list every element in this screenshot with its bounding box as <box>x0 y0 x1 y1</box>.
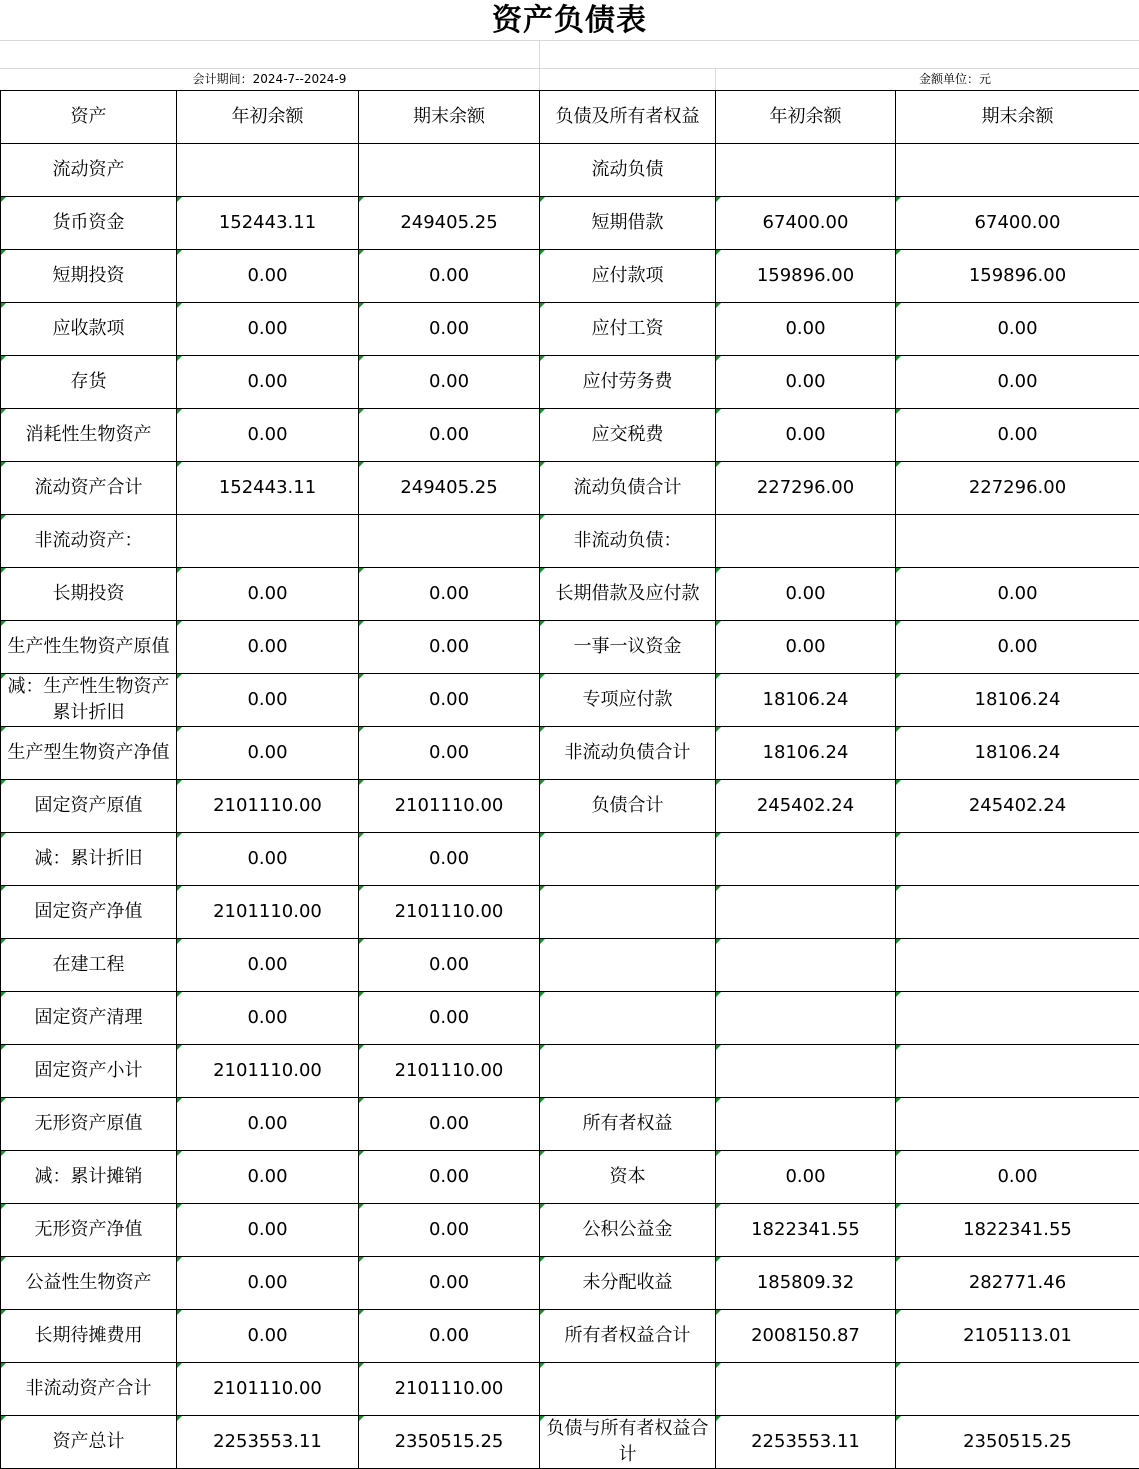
table-cell[interactable] <box>177 515 359 568</box>
table-cell[interactable]: 流动资产 <box>1 144 177 197</box>
table-cell[interactable]: 0.00 <box>177 303 359 356</box>
table-cell[interactable]: 消耗性生物资产 <box>1 409 177 462</box>
table-cell[interactable] <box>540 1045 716 1098</box>
table-cell[interactable]: 0.00 <box>716 568 896 621</box>
table-cell[interactable]: 0.00 <box>359 1310 540 1363</box>
table-cell[interactable]: 0.00 <box>716 1151 896 1204</box>
table-cell[interactable]: 生产型生物资产净值 <box>1 727 177 780</box>
table-cell[interactable]: 应收款项 <box>1 303 177 356</box>
table-cell[interactable]: 减：累计摊销 <box>1 1151 177 1204</box>
table-cell[interactable]: 0.00 <box>177 1310 359 1363</box>
table-cell[interactable]: 生产性生物资产原值 <box>1 621 177 674</box>
table-cell[interactable] <box>896 1098 1139 1151</box>
table-cell[interactable] <box>540 1363 716 1416</box>
table-cell[interactable] <box>896 144 1139 197</box>
table-cell[interactable] <box>716 1045 896 1098</box>
table-cell[interactable]: 长期待摊费用 <box>1 1310 177 1363</box>
table-cell[interactable]: 159896.00 <box>896 250 1139 303</box>
table-cell[interactable]: 流动资产合计 <box>1 462 177 515</box>
table-cell[interactable]: 0.00 <box>177 727 359 780</box>
table-cell[interactable]: 非流动负债合计 <box>540 727 716 780</box>
header-cell[interactable]: 期末余额 <box>896 91 1139 144</box>
table-cell[interactable] <box>540 992 716 1045</box>
table-cell[interactable]: 在建工程 <box>1 939 177 992</box>
table-cell[interactable]: 227296.00 <box>896 462 1139 515</box>
table-row <box>1 621 1139 674</box>
table-row <box>1 780 1139 833</box>
table-cell[interactable]: 0.00 <box>177 1098 359 1151</box>
table-cell[interactable]: 短期投资 <box>1 250 177 303</box>
table-cell[interactable]: 67400.00 <box>896 197 1139 250</box>
table-cell[interactable]: 152443.11 <box>177 197 359 250</box>
table-cell[interactable]: 0.00 <box>896 303 1139 356</box>
table-cell[interactable]: 减：生产性生物资产累计折旧 <box>1 674 177 727</box>
table-cell[interactable] <box>896 992 1139 1045</box>
table-cell[interactable]: 67400.00 <box>716 197 896 250</box>
table-cell[interactable]: 245402.24 <box>716 780 896 833</box>
table-cell[interactable]: 0.00 <box>177 568 359 621</box>
table-cell[interactable]: 2101110.00 <box>177 1363 359 1416</box>
table-row <box>1 568 1139 621</box>
table-cell[interactable]: 227296.00 <box>716 462 896 515</box>
table-cell[interactable]: 资本 <box>540 1151 716 1204</box>
table-row <box>1 674 1139 727</box>
table-cell[interactable]: 应付劳务费 <box>540 356 716 409</box>
table-cell[interactable]: 0.00 <box>359 1098 540 1151</box>
table-cell[interactable]: 245402.24 <box>896 780 1139 833</box>
table-row <box>1 515 1139 568</box>
table-cell[interactable]: 专项应付款 <box>540 674 716 727</box>
table-cell[interactable]: 存货 <box>1 356 177 409</box>
table-cell[interactable]: 0.00 <box>896 621 1139 674</box>
table-cell[interactable] <box>716 515 896 568</box>
table-row <box>1 303 1139 356</box>
table-cell[interactable]: 159896.00 <box>716 250 896 303</box>
table-cell[interactable]: 2101110.00 <box>177 780 359 833</box>
table-cell[interactable]: 应交税费 <box>540 409 716 462</box>
header-cell[interactable]: 年初余额 <box>177 91 359 144</box>
table-cell[interactable]: 长期借款及应付款 <box>540 568 716 621</box>
table-cell[interactable]: 0.00 <box>359 1257 540 1310</box>
table-cell[interactable]: 0.00 <box>177 1204 359 1257</box>
table-cell[interactable]: 固定资产原值 <box>1 780 177 833</box>
table-cell[interactable]: 0.00 <box>716 356 896 409</box>
header-cell[interactable]: 期末余额 <box>359 91 540 144</box>
table-cell[interactable]: 0.00 <box>716 409 896 462</box>
table-cell[interactable]: 0.00 <box>359 939 540 992</box>
table-cell[interactable]: 0.00 <box>177 939 359 992</box>
table-cell[interactable]: 0.00 <box>177 833 359 886</box>
table-cell[interactable]: 0.00 <box>359 833 540 886</box>
table-cell[interactable]: 0.00 <box>359 250 540 303</box>
table-cell[interactable]: 负债与所有者权益合计 <box>540 1416 716 1469</box>
table-cell[interactable]: 非流动负债： <box>540 515 716 568</box>
table-cell[interactable] <box>896 1363 1139 1416</box>
accounting-period: 会计期间：2024-7--2024-9 <box>192 72 347 86</box>
table-cell[interactable]: 固定资产净值 <box>1 886 177 939</box>
table-cell[interactable]: 无形资产净值 <box>1 1204 177 1257</box>
table-cell[interactable] <box>716 939 896 992</box>
table-row <box>1 356 1139 409</box>
table-cell[interactable]: 2101110.00 <box>359 1045 540 1098</box>
table-cell[interactable]: 2253553.11 <box>716 1416 896 1469</box>
sheet-title: 资产负债表 <box>492 3 647 38</box>
table-cell[interactable]: 18106.24 <box>716 727 896 780</box>
table-cell[interactable]: 公积公益金 <box>540 1204 716 1257</box>
table-cell[interactable]: 0.00 <box>177 621 359 674</box>
table-cell[interactable] <box>716 144 896 197</box>
table-cell[interactable]: 2350515.25 <box>896 1416 1139 1469</box>
table-cell[interactable]: 0.00 <box>896 1151 1139 1204</box>
table-row <box>1 197 1139 250</box>
table-cell[interactable]: 0.00 <box>896 568 1139 621</box>
table-cell[interactable]: 0.00 <box>359 1151 540 1204</box>
table-row <box>1 1257 1139 1310</box>
table-cell[interactable]: 0.00 <box>177 1151 359 1204</box>
table-cell[interactable]: 0.00 <box>896 409 1139 462</box>
table-row <box>1 462 1139 515</box>
table-cell[interactable]: 0.00 <box>359 303 540 356</box>
table-cell[interactable]: 非流动资产合计 <box>1 1363 177 1416</box>
table-cell[interactable]: 1822341.55 <box>716 1204 896 1257</box>
table-cell[interactable]: 2105113.01 <box>896 1310 1139 1363</box>
table-cell[interactable] <box>359 515 540 568</box>
gridline <box>539 40 540 90</box>
table-cell[interactable] <box>896 833 1139 886</box>
table-cell[interactable]: 282771.46 <box>896 1257 1139 1310</box>
header-row <box>1 91 1139 144</box>
table-cell[interactable]: 0.00 <box>177 250 359 303</box>
table-row <box>1 939 1139 992</box>
table-cell[interactable] <box>896 515 1139 568</box>
table-cell[interactable]: 2101110.00 <box>359 1363 540 1416</box>
table-cell[interactable]: 0.00 <box>177 409 359 462</box>
table-cell[interactable]: 18106.24 <box>716 674 896 727</box>
table-cell[interactable]: 未分配收益 <box>540 1257 716 1310</box>
table-cell[interactable]: 2101110.00 <box>359 886 540 939</box>
table-cell[interactable] <box>177 144 359 197</box>
table-cell[interactable]: 流动负债 <box>540 144 716 197</box>
table-cell[interactable]: 2101110.00 <box>177 886 359 939</box>
table-cell[interactable]: 2253553.11 <box>177 1416 359 1469</box>
table-cell[interactable]: 所有者权益 <box>540 1098 716 1151</box>
table-cell[interactable]: 0.00 <box>177 356 359 409</box>
table-row <box>1 1151 1139 1204</box>
table-cell[interactable]: 2101110.00 <box>177 1045 359 1098</box>
table-cell[interactable]: 0.00 <box>359 568 540 621</box>
table-row <box>1 1416 1139 1469</box>
table-cell[interactable]: 减：累计折旧 <box>1 833 177 886</box>
table-cell[interactable]: 0.00 <box>359 356 540 409</box>
table-cell[interactable]: 2101110.00 <box>359 780 540 833</box>
table-cell[interactable]: 0.00 <box>716 621 896 674</box>
table-row <box>1 1310 1139 1363</box>
table-cell[interactable]: 公益性生物资产 <box>1 1257 177 1310</box>
table-cell[interactable]: 2008150.87 <box>716 1310 896 1363</box>
table-cell[interactable]: 负债合计 <box>540 780 716 833</box>
table-cell[interactable]: 0.00 <box>177 992 359 1045</box>
table-cell[interactable]: 资产总计 <box>1 1416 177 1469</box>
table-cell[interactable]: 0.00 <box>359 674 540 727</box>
table-cell[interactable]: 应付款项 <box>540 250 716 303</box>
table-cell[interactable] <box>716 1363 896 1416</box>
table-cell[interactable]: 应付工资 <box>540 303 716 356</box>
table-cell[interactable]: 固定资产清理 <box>1 992 177 1045</box>
table-cell[interactable] <box>716 1098 896 1151</box>
table-cell[interactable] <box>716 886 896 939</box>
table-cell[interactable]: 0.00 <box>359 621 540 674</box>
table-cell[interactable] <box>540 833 716 886</box>
table-cell[interactable]: 0.00 <box>359 992 540 1045</box>
table-row <box>1 992 1139 1045</box>
table-cell[interactable]: 1822341.55 <box>896 1204 1139 1257</box>
table-cell[interactable]: 长期投资 <box>1 568 177 621</box>
table-cell[interactable]: 流动负债合计 <box>540 462 716 515</box>
table-row <box>1 250 1139 303</box>
table-row <box>1 1098 1139 1151</box>
table-cell[interactable]: 249405.25 <box>359 197 540 250</box>
table-cell[interactable]: 0.00 <box>177 674 359 727</box>
table-row <box>1 144 1139 197</box>
table-cell[interactable] <box>540 939 716 992</box>
table-cell[interactable] <box>896 939 1139 992</box>
table-cell[interactable]: 185809.32 <box>716 1257 896 1310</box>
table-row <box>1 1363 1139 1416</box>
table-cell[interactable]: 0.00 <box>896 356 1139 409</box>
table-cell[interactable]: 0.00 <box>359 1204 540 1257</box>
header-cell[interactable]: 负债及所有者权益 <box>540 91 716 144</box>
table-cell[interactable]: 所有者权益合计 <box>540 1310 716 1363</box>
table-cell[interactable]: 18106.24 <box>896 727 1139 780</box>
currency-unit: 金额单位：元 <box>918 72 991 86</box>
gridline <box>0 40 1139 41</box>
table-cell[interactable] <box>716 833 896 886</box>
table-cell[interactable] <box>896 1045 1139 1098</box>
table-row <box>1 1204 1139 1257</box>
table-row <box>1 727 1139 780</box>
table-cell[interactable]: 2350515.25 <box>359 1416 540 1469</box>
table-cell[interactable]: 0.00 <box>177 1257 359 1310</box>
table-cell[interactable]: 货币资金 <box>1 197 177 250</box>
table-cell[interactable]: 18106.24 <box>896 674 1139 727</box>
table-cell[interactable]: 0.00 <box>716 303 896 356</box>
table-row <box>1 409 1139 462</box>
table-row <box>1 833 1139 886</box>
table-cell[interactable]: 短期借款 <box>540 197 716 250</box>
table-cell[interactable]: 0.00 <box>359 727 540 780</box>
table-cell[interactable] <box>716 992 896 1045</box>
table-cell[interactable] <box>896 886 1139 939</box>
table-cell[interactable] <box>359 144 540 197</box>
table-cell[interactable]: 固定资产小计 <box>1 1045 177 1098</box>
table-cell[interactable]: 152443.11 <box>177 462 359 515</box>
table-cell[interactable] <box>540 886 716 939</box>
table-cell[interactable]: 无形资产原值 <box>1 1098 177 1151</box>
table-row <box>1 886 1139 939</box>
header-cell[interactable]: 资产 <box>1 91 177 144</box>
table-cell[interactable]: 249405.25 <box>359 462 540 515</box>
balance-sheet-table <box>0 90 1139 1469</box>
table-cell[interactable]: 0.00 <box>359 409 540 462</box>
table-row <box>1 1045 1139 1098</box>
table-cell[interactable]: 一事一议资金 <box>540 621 716 674</box>
header-cell[interactable]: 年初余额 <box>716 91 896 144</box>
table-cell[interactable]: 非流动资产： <box>1 515 177 568</box>
